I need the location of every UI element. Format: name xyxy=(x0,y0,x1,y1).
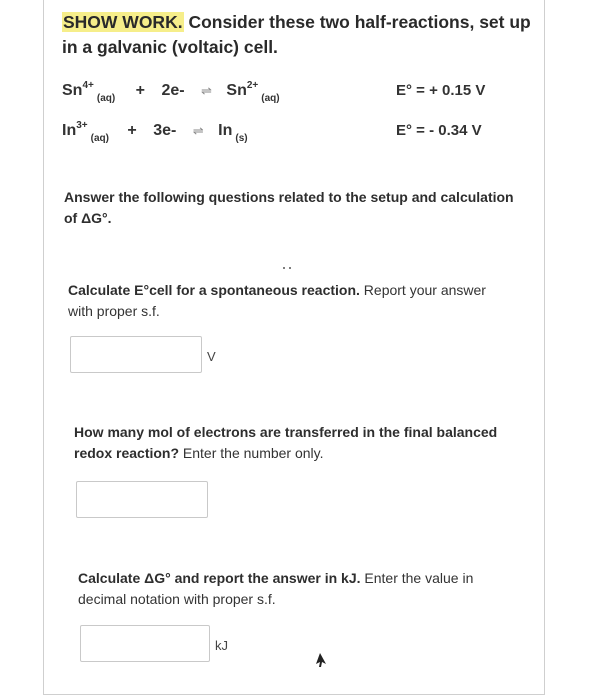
potential-2: E° = - 0.34 V xyxy=(396,122,482,139)
electrons-answer-input[interactable] xyxy=(76,481,208,518)
ecell-unit: V xyxy=(207,349,216,364)
deltag-answer-input[interactable] xyxy=(80,625,210,662)
mouse-pointer-icon xyxy=(314,652,328,668)
electrons: 2e- xyxy=(161,82,185,99)
species: Sn xyxy=(226,82,247,99)
stray-dot xyxy=(283,267,285,269)
question-1-bold: Calculate E°cell for a spontaneous reaction. xyxy=(68,282,360,298)
question-3-rest: Enter the value in decimal notation with proper s.f. xyxy=(78,570,474,607)
intro-label: Answer the following questions related to the setup and calculation of ΔG°. xyxy=(64,189,514,226)
header-text: Consider these two half-reactions, set up in a galvanic (voltaic) cell. xyxy=(62,12,531,57)
half-reaction-1 xyxy=(62,80,280,104)
equilibrium-arrow-icon: ⇌ xyxy=(201,83,212,98)
plus-sign: + xyxy=(135,82,145,99)
state: (aq) xyxy=(261,93,280,104)
charge: 4+ xyxy=(82,80,94,91)
stray-dot xyxy=(289,267,291,269)
state: (s) xyxy=(235,133,248,144)
state: (aq) xyxy=(90,133,109,144)
species: In xyxy=(62,122,77,139)
question-3-bold: Calculate ΔG° and report the answer in kJ. xyxy=(78,570,361,586)
charge: 3+ xyxy=(76,120,88,131)
intro-text xyxy=(64,187,524,229)
question-2-bold: How many mol of electrons are transferred in the final balanced redox reaction? xyxy=(74,424,498,461)
question-1 xyxy=(68,280,508,322)
question-header xyxy=(62,10,532,60)
state: (aq) xyxy=(96,93,116,104)
potential-1: E° = + 0.15 V xyxy=(396,82,486,99)
question-2 xyxy=(74,422,514,464)
question-1-rest: Report your answer with proper s.f. xyxy=(68,282,486,319)
equilibrium-arrow-icon: ⇌ xyxy=(192,123,204,138)
half-reaction-2 xyxy=(62,120,248,144)
electrons: 3e- xyxy=(153,122,177,139)
question-card xyxy=(43,0,545,695)
charge: 2+ xyxy=(246,80,259,91)
plus-sign: + xyxy=(127,122,137,139)
species: In xyxy=(218,122,233,139)
deltag-unit: kJ xyxy=(215,638,228,653)
question-3 xyxy=(78,568,518,610)
ecell-answer-input[interactable] xyxy=(70,336,202,373)
species: Sn xyxy=(62,82,83,99)
show-work-highlight: SHOW WORK. xyxy=(63,12,183,32)
question-2-rest: Enter the number only. xyxy=(179,445,324,461)
